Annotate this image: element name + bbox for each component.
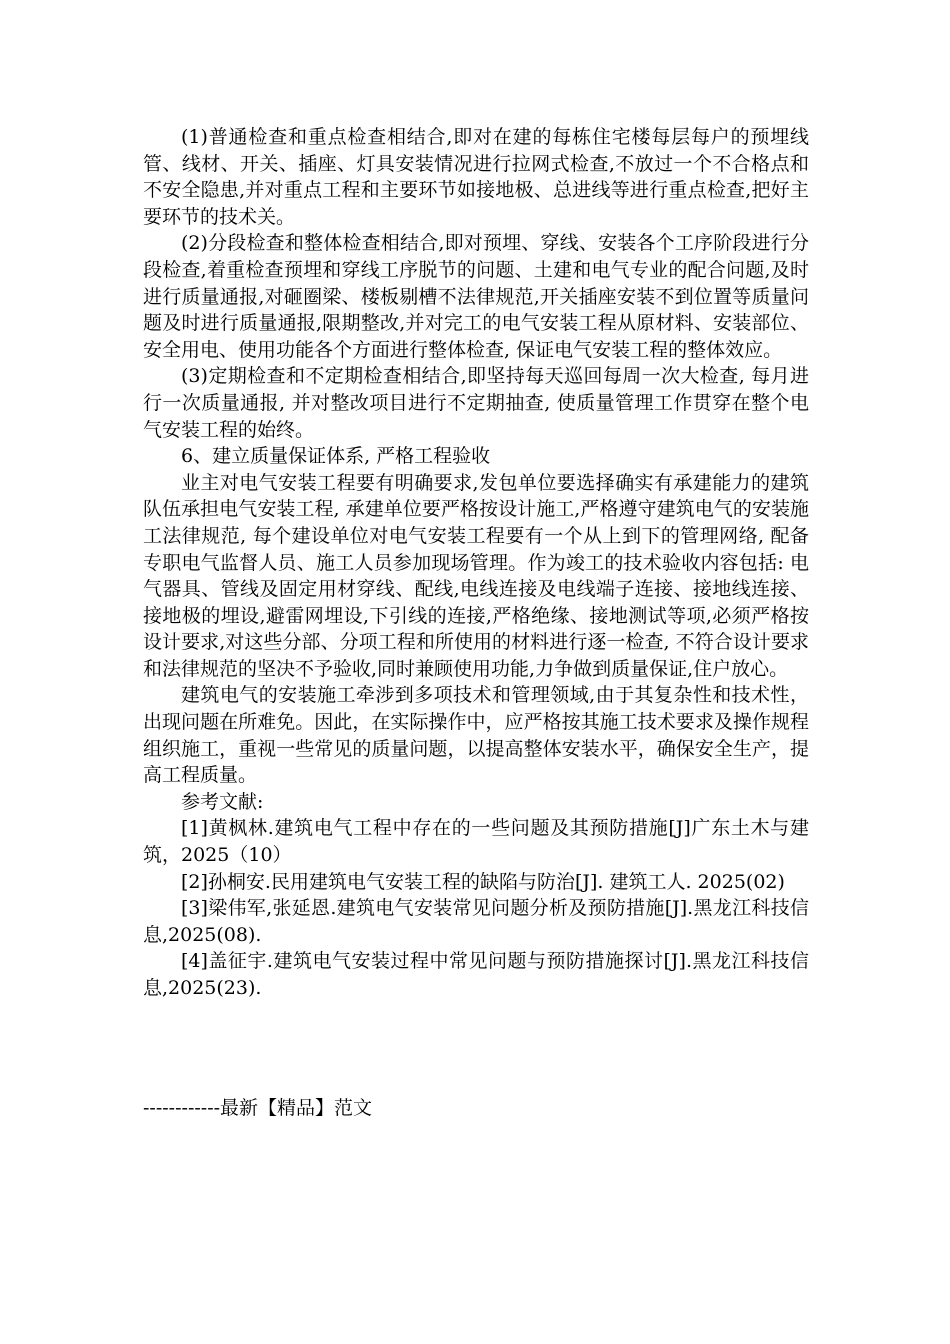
paragraph-conclusion: 建筑电气的安装施工牵涉到多项技术和管理领域,由于其复杂性和技术性，出现问题在所难免。因此，在实际操作中，应严格按其施工技术要求及操作规程组织施工，重视一些常见的质量问题，以提高整体安装水平，确保安全生产，提高工程质量。 (143, 684, 809, 787)
document-body (143, 124, 809, 1002)
paragraph-acceptance: 业主对电气安装工程要有明确要求,发包单位要选择确实有承建能力的建筑队伍承担电气安装工程, 承建单位要严格按设计施工,严格遵守建筑电气的安装施工法律规范, 每个建设单位对电气安装工程要有一个从上到下的管理网络, 配备专职电气监督人员、施工人员参加现场管理。作为竣工的技术验收内容包括: 电气器具、管线及固定用材穿线、配线,电线连接及电线端子连接、接地线连接、接地极的埋设,避雷网埋设,下引线的连接,严格绝缘、接地测试等项,必须严格按设计要求,对这些分部、分项工程和所使用的材料进行逐一检查, 不符合设计要求和法律规范的坚决不予验收,同时兼顾使用功能,力争做到质量保证,住户放心。 (143, 471, 809, 680)
references-heading: 参考文献: (181, 790, 264, 813)
section-heading-6: 6、建立质量保证体系, 严格工程验收 (181, 445, 491, 468)
reference-item-4: [4]盖征宇.建筑电气安装过程中常见问题与预防措施探讨[J].黑龙江科技信息,2025(23). (143, 950, 809, 999)
paragraph-check-1: (1)普通检查和重点检查相结合,即对在建的每栋住宅楼每层每户的预埋线管、线材、开关、插座、灯具安装情况进行拉网式检查,不放过一个不合格点和不安全隐患,并对重点工程和主要环节如接地极、总进线等进行重点检查,把好主要环节的技术关。 (143, 126, 809, 228)
paragraph-check-2: (2)分段检查和整体检查相结合,即对预埋、穿线、安装各个工序阶段进行分段检查,着重检查预埋和穿线工序脱节的问题、土建和电气专业的配合问题,及时进行质量通报,对砸圈梁、楼板剔槽不法律规范,开关插座安装不到位置等质量问题及时进行质量通报,限期整改,并对完工的电气安装工程从原材料、安装部位、安全用电、使用功能各个方面进行整体检查, 保证电气安装工程的整体效应。 (143, 232, 809, 361)
reference-item-3: [3]梁伟军,张延恩.建筑电气安装常见问题分析及预防措施[J].黑龙江科技信息,2025(08). (143, 897, 809, 946)
paragraph-check-3: (3)定期检查和不定期检查相结合,即坚持每天巡回每周一次大检查, 每月进行一次质量通报, 并对整改项目进行不定期抽查, 使质量管理工作贯穿在整个电气安装工程的始终。 (143, 365, 809, 441)
reference-item-2: [2]孙桐安.民用建筑电气安装工程的缺陷与防治[J]. 建筑工人. 2025(02) (181, 870, 785, 893)
reference-item-1: [1]黄枫林.建筑电气工程中存在的一些问题及其预防措施[J]广东土木与建筑，2025（10） (143, 817, 809, 867)
page-footer: ------------最新【精品】范文 (143, 1097, 373, 1119)
